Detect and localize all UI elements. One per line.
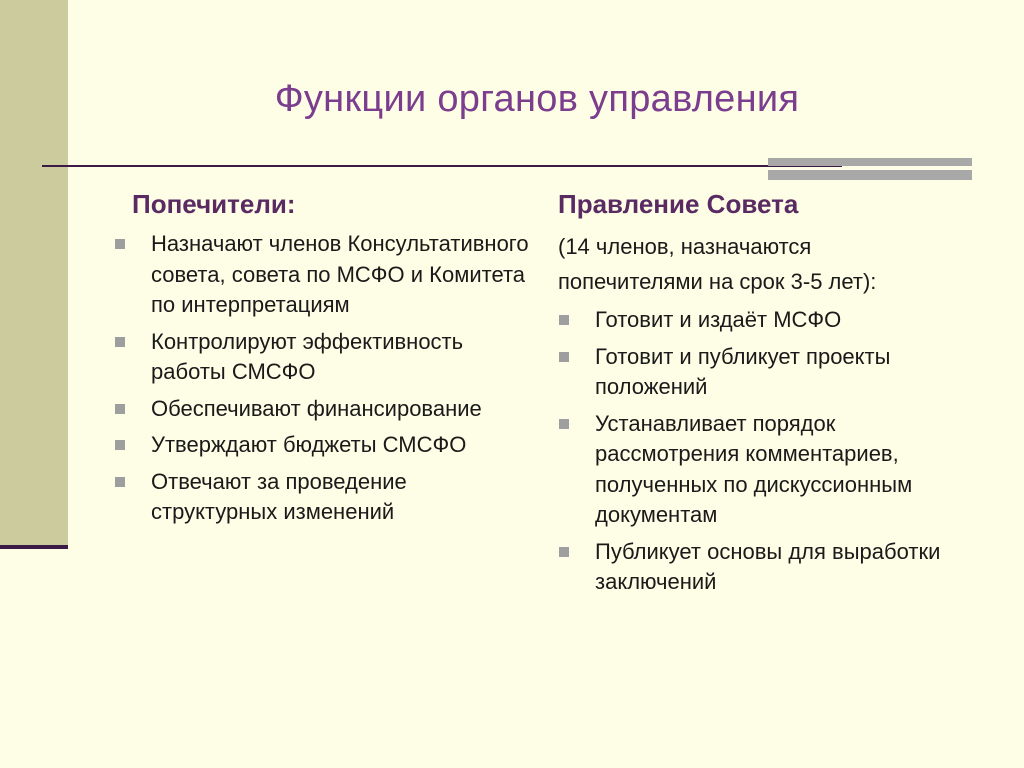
gray-square-bullet-icon	[559, 352, 569, 362]
list-item-text: Отвечают за проведение структурных изменений	[151, 468, 407, 524]
list-item-text: Утверждают бюджеты СМСФО	[151, 432, 467, 457]
list-item-text: Устанавливает порядок рассмотрения комментариев, полученных по дискуссионным документам	[595, 410, 913, 527]
gray-square-bullet-icon	[115, 404, 125, 414]
gray-square-bullet-icon	[115, 477, 125, 487]
decorative-gray-bar	[768, 158, 972, 166]
gray-square-bullet-icon	[115, 239, 125, 249]
list-item-text: Готовит и публикует проекты положений	[595, 343, 891, 399]
board-note-line: (14 членов, назначаются	[558, 234, 812, 259]
trustees-bullet-list	[112, 229, 532, 534]
gray-square-bullet-icon	[115, 440, 125, 450]
column-heading-trustees: Попечители:	[132, 189, 296, 219]
title-divider-line	[42, 165, 842, 167]
list-item-text: Контролируют эффективность работы СМСФО	[151, 328, 464, 384]
list-item	[112, 467, 532, 528]
list-item	[556, 537, 976, 598]
list-item	[112, 327, 532, 388]
gray-square-bullet-icon	[115, 337, 125, 347]
list-item	[112, 229, 532, 321]
list-item-text: Назначают членов Консультативного совета, совета по МСФО и Комитета по интерпретациям	[151, 231, 529, 317]
gray-square-bullet-icon	[559, 315, 569, 325]
list-item	[112, 394, 532, 425]
list-item-text: Публикует основы для выработки заключений	[595, 538, 941, 594]
list-item-text: Обеспечивают финансирование	[151, 395, 482, 421]
list-item	[112, 430, 532, 461]
list-item	[556, 409, 976, 531]
gray-square-bullet-icon	[559, 547, 569, 557]
slide-title: Функции органов управления	[274, 78, 800, 120]
gray-square-bullet-icon	[559, 419, 569, 429]
list-item-text: Готовит и издаёт МСФО	[595, 307, 842, 332]
column-heading-board: Правление Совета	[558, 189, 799, 219]
side-accent-underline	[0, 545, 68, 549]
decorative-gray-bar	[768, 170, 972, 180]
board-bullet-list	[556, 305, 976, 604]
board-note-line: попечителями на срок 3-5 лет):	[558, 269, 877, 294]
list-item	[556, 342, 976, 403]
list-item	[556, 305, 976, 336]
